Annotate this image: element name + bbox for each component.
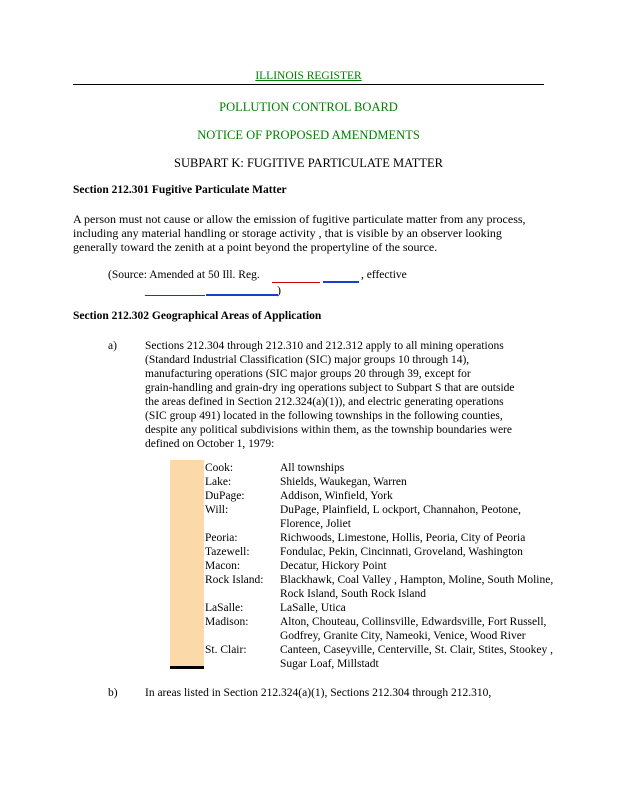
item-a-line-1: Sections 212.304 through 212.310 and 212.312 apply to all mining operations: [145, 340, 504, 352]
county-madison: Madison:: [205, 616, 249, 628]
county-lake: Lake:: [205, 476, 232, 488]
source-closing-paren: ): [277, 283, 281, 297]
townships-st-clair-1: Canteen, Caseyville, Centerville, St. Clair, Stites, Stookey ,: [280, 644, 553, 656]
county-rock-island: Rock Island:: [205, 574, 264, 586]
item-a-body: [145, 339, 565, 451]
item-a-line-7: despite any political subdivisions within them, as the township boundaries were: [145, 424, 512, 436]
source-blueline-1: [323, 281, 359, 283]
source-blueline-2: [206, 294, 278, 296]
section-301-heading: Section 212.301 Fugitive Particulate Matter: [73, 184, 287, 196]
townships-st-clair-2: Sugar Loaf, Millstadt: [280, 658, 379, 670]
townships-cook: All townships: [280, 462, 345, 474]
item-a-line-3: manufacturing operations (SIC major groups 20 through 39, except for: [145, 368, 471, 380]
county-will: Will:: [205, 504, 229, 516]
county-dupage: DuPage:: [205, 490, 245, 502]
item-a-line-6: (SIC group 491) located in the following townships in the following counties,: [145, 410, 503, 422]
county-cook: Cook:: [205, 462, 234, 474]
townships-macon: Decatur, Hickory Point: [280, 560, 387, 572]
townships-rock-island-1: Blackhawk, Coal Valley , Hampton, Moline, South Moline,: [280, 574, 554, 586]
board-name: POLLUTION CONTROL BOARD: [219, 100, 398, 114]
section-301-body: [73, 212, 553, 254]
townships-madison-1: Alton, Chouteau, Collinsville, Edwardsville, Fort Russell,: [280, 616, 547, 628]
townships-will-1: DuPage, Plainfield, L ockport, Channahon, Peotone,: [280, 504, 522, 516]
county-st-clair: St. Clair:: [205, 644, 247, 656]
county-tazewell: Tazewell:: [205, 546, 250, 558]
townships-madison-2: Godfrey, Granite City, Nameoki, Venice, Wood River: [280, 630, 526, 642]
item-a-line-8: defined on October 1, 1979:: [145, 438, 275, 450]
townships-peoria: Richwoods, Limestone, Hollis, Peoria, City of Peoria: [280, 532, 526, 544]
townships-tazewell: Fondulac, Pekin, Cincinnati, Groveland, Washington: [280, 546, 523, 558]
source-prefix: (Source: Amended at 50 Ill. Reg.: [108, 269, 260, 281]
table-margin-bar: [170, 460, 204, 668]
item-b-marker: b): [108, 687, 118, 699]
item-a-line-5: the areas defined in Section 212.324(a)(1)), and electric generating operations: [145, 396, 504, 408]
table-margin-bar-end: [170, 666, 204, 669]
item-b-line-1: In areas listed in Section 212.324(a)(1), Sections 212.304 through 212.310,: [145, 687, 492, 699]
townships-lake: Shields, Waukegan, Warren: [280, 476, 407, 488]
source-suffix: , effective: [361, 269, 407, 281]
subpart-title: SUBPART K: FUGITIVE PARTICULATE MATTER: [174, 156, 443, 170]
section-301-line-2: including any material handling or storage activity , that is visible by an observer looking: [73, 226, 502, 240]
townships-will-2: Florence, Joliet: [280, 518, 351, 530]
section-302-heading: Section 212.302 Geographical Areas of Application: [73, 310, 322, 322]
county-peoria: Peoria:: [205, 532, 238, 544]
item-a-marker: a): [108, 340, 117, 352]
notice-title: NOTICE OF PROPOSED AMENDMENTS: [197, 128, 420, 142]
section-301-line-1: A person must not cause or allow the emission of fugitive particulate matter from any process,: [73, 212, 526, 226]
item-a-line-2: (Standard Industrial Classification (SIC) major groups 10 through 14),: [145, 354, 470, 366]
source-redline-2: [145, 295, 205, 296]
townships-rock-island-2: Rock Island, South Rock Island: [280, 588, 426, 600]
item-a-line-4: grain-handling and grain-dry ing operations subject to Subpart S that are outside: [145, 382, 515, 394]
section-301-line-3: generally toward the zenith at a point beyond the propertyline of the source.: [73, 240, 438, 254]
townships-lasalle: LaSalle, Utica: [280, 602, 346, 614]
county-macon: Macon:: [205, 560, 241, 572]
register-title: ILLINOIS REGISTER: [255, 70, 362, 82]
county-lasalle: LaSalle:: [205, 602, 244, 614]
townships-dupage: Addison, Winfield, York: [280, 490, 393, 502]
header-rule: [73, 84, 544, 85]
